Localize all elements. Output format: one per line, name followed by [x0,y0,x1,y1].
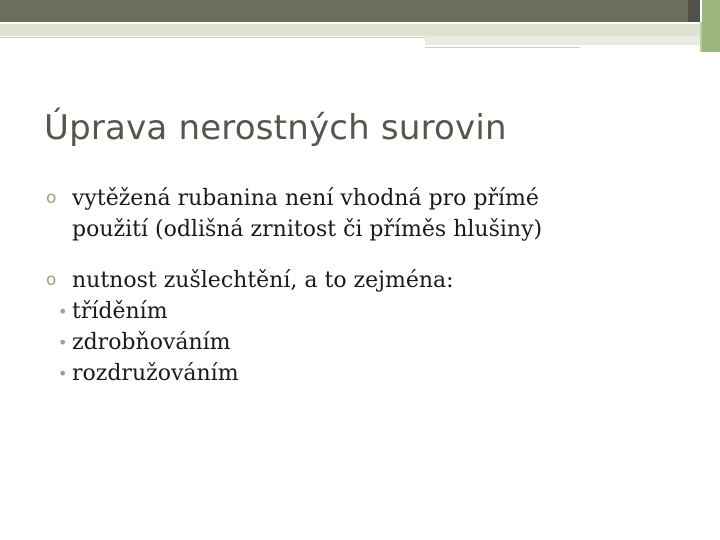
sub-bullet-text: tříděním [72,299,168,324]
circle-bullet-icon: o [46,270,57,290]
corner-accent [702,0,720,52]
sub-bullet-item-3 [46,358,686,389]
bullet-text-line: použití (odlišná zrnitost či příměs hlušiny) [72,217,543,242]
header-stripe [0,24,720,36]
bullet-text: nutnost zušlechtění, a to zejména: [72,268,454,293]
slide-body [46,183,686,389]
sub-bullet-text: rozdružováním [72,361,239,386]
circle-bullet-icon: o [46,188,57,208]
dot-bullet-icon: • [58,333,68,352]
dot-bullet-icon: • [58,364,68,383]
bullet-item-1 [46,183,686,245]
bullet-item-2 [46,265,686,296]
header-accent-dark [688,0,700,22]
sub-bullet-text: zdrobňováním [72,330,231,355]
bullet-text-line: vytěžená rubanina není vhodná pro přímé [72,186,539,211]
dot-bullet-icon: • [58,302,68,321]
header-rule-short [425,47,580,48]
spacer [46,245,686,265]
sub-bullet-item-1 [46,296,686,327]
sub-bullet-item-2 [46,327,686,358]
slide-title: Úprava nerostných surovin [44,108,507,148]
header-band [0,0,700,22]
header-stripe-short [425,36,720,45]
